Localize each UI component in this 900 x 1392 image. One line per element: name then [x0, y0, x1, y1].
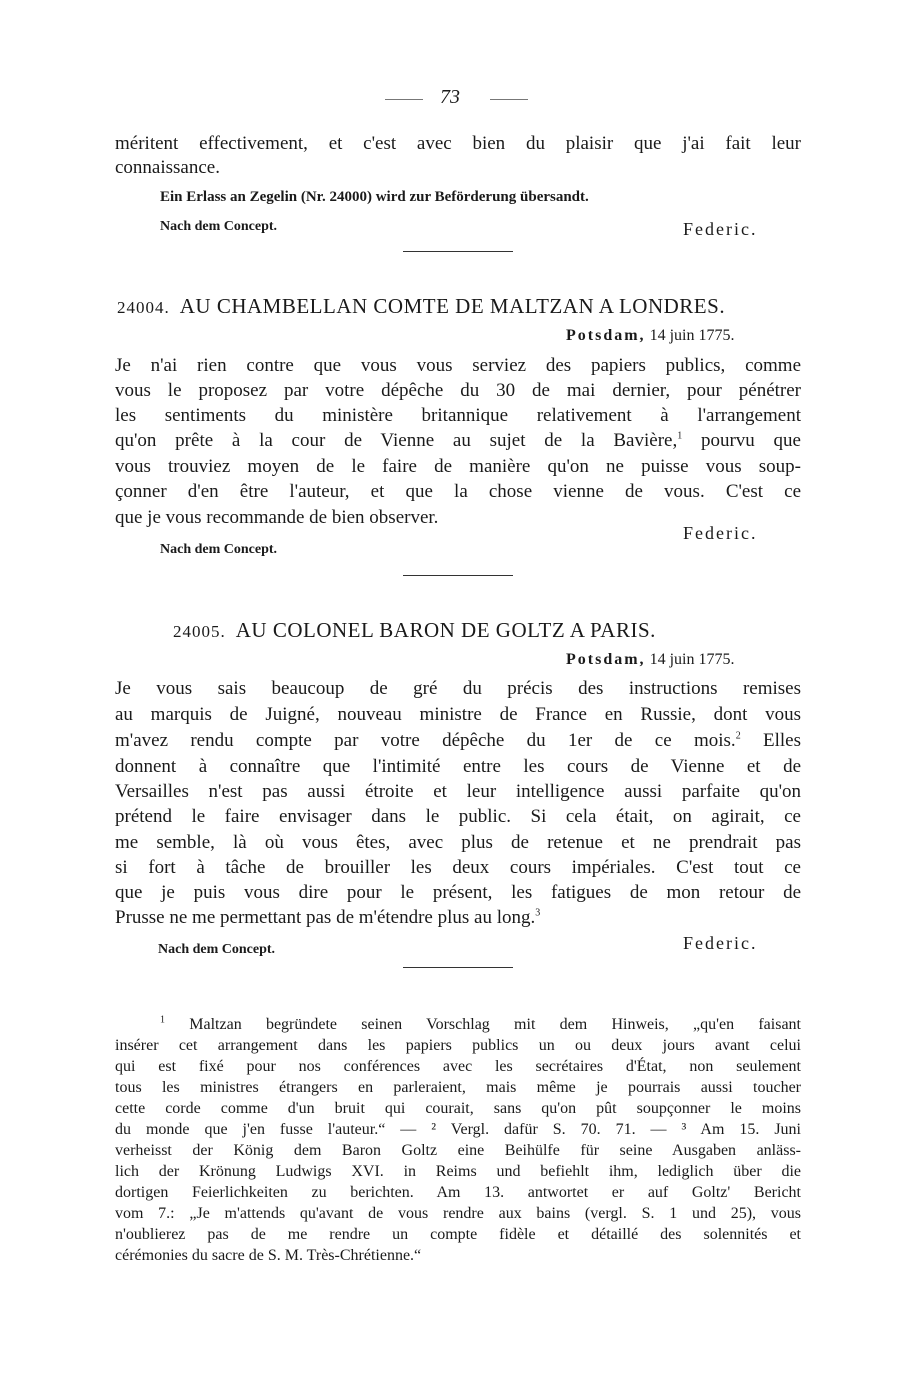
- header-dash-left: [385, 99, 423, 100]
- letter1-line-4: [115, 430, 801, 452]
- date: 14 juin 1775.: [649, 327, 735, 344]
- footnote-ref-3: 3: [535, 907, 541, 919]
- letter2-line-8: si fort à tâche de brouiller les deux cours impériales. C'est tout ce: [115, 857, 801, 878]
- place: Potsdam,: [566, 327, 646, 344]
- letter-number: 24005.: [173, 622, 226, 641]
- separator-rule-2: [403, 575, 513, 576]
- footnote-line-4: tous les ministres étrangers en parleraient, mais même je pourrais aussi toucher: [115, 1079, 801, 1096]
- letter2-line-3-tail: Elles: [740, 730, 801, 751]
- concept-note-3: Nach dem Concept.: [158, 942, 276, 957]
- footnote-line-7: verheisst der König dem Baron Goltz eine Beihülfe für seine Ausgaben anläss-: [115, 1142, 801, 1159]
- place-date-24004: [566, 327, 734, 345]
- letter1-line-4-main: qu'on prête à la cour de Vienne au sujet de la Bavière,: [115, 430, 678, 451]
- letter1-line-2: vous le proposez par votre dépêche du 30 de mai dernier, pour pénétrer: [115, 380, 801, 401]
- letter2-line-9: que je puis vous dire pour le présent, les fatigues de mon retour de: [115, 882, 801, 903]
- letter-title: AU COLONEL BARON DE GOLTZ A PARIS.: [235, 618, 656, 642]
- letter1-line-1: Je n'ai rien contre que vous vous serviez des papiers publics, comme: [115, 355, 801, 376]
- footnote-line-2: insérer cet arrangement dans les papiers publics un ou deux jours avant celui: [115, 1037, 801, 1054]
- concept-note-1: Nach dem Concept.: [160, 219, 278, 234]
- letter2-line-6: prétend le faire envisager dans le public. Si cela était, on agirait, ce: [115, 806, 801, 827]
- letter2-line-7: me semble, là où vous êtes, avec plus de retenue et ne prendrait pas: [115, 832, 801, 853]
- separator-rule-3: [403, 967, 513, 968]
- letter1-line-3: les sentiments du ministère britannique relativement à l'arrangement: [115, 405, 801, 426]
- footnote-line-9: dortigen Feierlichkeiten zu berichten. Am 13. antwortet er auf Goltz' Bericht: [115, 1184, 801, 1201]
- signature-1: Federic.: [683, 219, 758, 239]
- letter2-line-5: Versailles n'est pas aussi étroite et leur intelligence aussi parfaite qu'on: [115, 781, 801, 802]
- letter1-line-5: vous trouviez moyen de le faire de manière qu'on ne puisse vous soup-: [115, 456, 801, 477]
- footnote-line-5: cette corde comme d'un bruit qui courait, sans qu'on pût soupçonner le moins: [115, 1100, 801, 1117]
- letter-title: AU CHAMBELLAN COMTE DE MALTZAN A LONDRES.: [179, 294, 726, 318]
- letter2-line-2: au marquis de Juigné, nouveau ministre de France en Russie, dont vous: [115, 704, 801, 725]
- continuation-line-1: méritent effectivement, et c'est avec bien du plaisir que j'ai fait leur: [115, 133, 801, 154]
- letter2-line-3-main: m'avez rendu compte par votre dépêche du 1er de ce mois.: [115, 730, 736, 751]
- footnote-line-6: du monde que j'en fusse l'auteur.“ — ² Vergl. dafür S. 70. 71. — ³ Am 15. Juni: [115, 1121, 801, 1138]
- letter2-line-3: [115, 730, 801, 752]
- footnote-line-10: vom 7.: „Je m'attends qu'avant de vous rendre aux bains (vergl. S. 1 und 25), vous: [115, 1205, 801, 1222]
- erlass-note: Ein Erlass an Zegelin (Nr. 24000) wird zur Beförderung übersandt.: [160, 189, 589, 205]
- footnote-line-8: lich der Krönung Ludwigs XVI. in Reims und befiehlt ihm, lediglich über die: [115, 1163, 801, 1180]
- letter2-line-10: [115, 907, 540, 929]
- continuation-line-2: connaissance.: [115, 157, 220, 178]
- letter2-line-1: Je vous sais beaucoup de gré du précis des instructions remises: [115, 678, 801, 699]
- letter1-line-7: que je vous recommande de bien observer.: [115, 507, 439, 528]
- header-dash-right: [490, 99, 528, 100]
- footnote-ref-1: 1: [677, 430, 683, 442]
- date: 14 juin 1775.: [649, 651, 735, 668]
- letter2-line-4: donnent à connaître que l'intimité entre les cours de Vienne et de: [115, 756, 801, 777]
- concept-note-2: Nach dem Concept.: [160, 542, 278, 557]
- letter-heading-24005: [173, 618, 656, 643]
- footnote-mark-1: 1: [160, 1014, 165, 1026]
- page-number: 73: [440, 86, 460, 108]
- signature-3: Federic.: [683, 933, 758, 953]
- footnote-line-1-text: Maltzan begründete seinen Vorschlag mit dem Hinweis, „qu'en faisant: [189, 1016, 802, 1033]
- footnote-line-1: [160, 1016, 801, 1034]
- footnote-line-11: n'oublierez pas de me rendre un compte fidèle et détaillé des solennités et: [115, 1226, 801, 1243]
- letter1-line-4-tail: pourvu que: [682, 430, 801, 451]
- letter-heading-24004: [117, 294, 725, 319]
- separator-rule-1: [403, 251, 513, 252]
- letter2-line-10-main: Prusse ne me permettant pas de m'étendre plus au long.: [115, 907, 536, 928]
- place: Potsdam,: [566, 651, 646, 668]
- letter-number: 24004.: [117, 298, 170, 317]
- place-date-24005: [566, 651, 734, 669]
- signature-2: Federic.: [683, 523, 758, 543]
- footnote-ref-2: 2: [735, 730, 741, 742]
- letter1-line-6: çonner d'en être l'auteur, et que la chose vienne de vous. C'est ce: [115, 481, 801, 502]
- footnote-line-12: cérémonies du sacre de S. M. Très-Chrétienne.“: [115, 1247, 422, 1264]
- footnote-line-3: qui est fixé pour nos conférences avec les secrétaires d'État, non seulement: [115, 1058, 801, 1075]
